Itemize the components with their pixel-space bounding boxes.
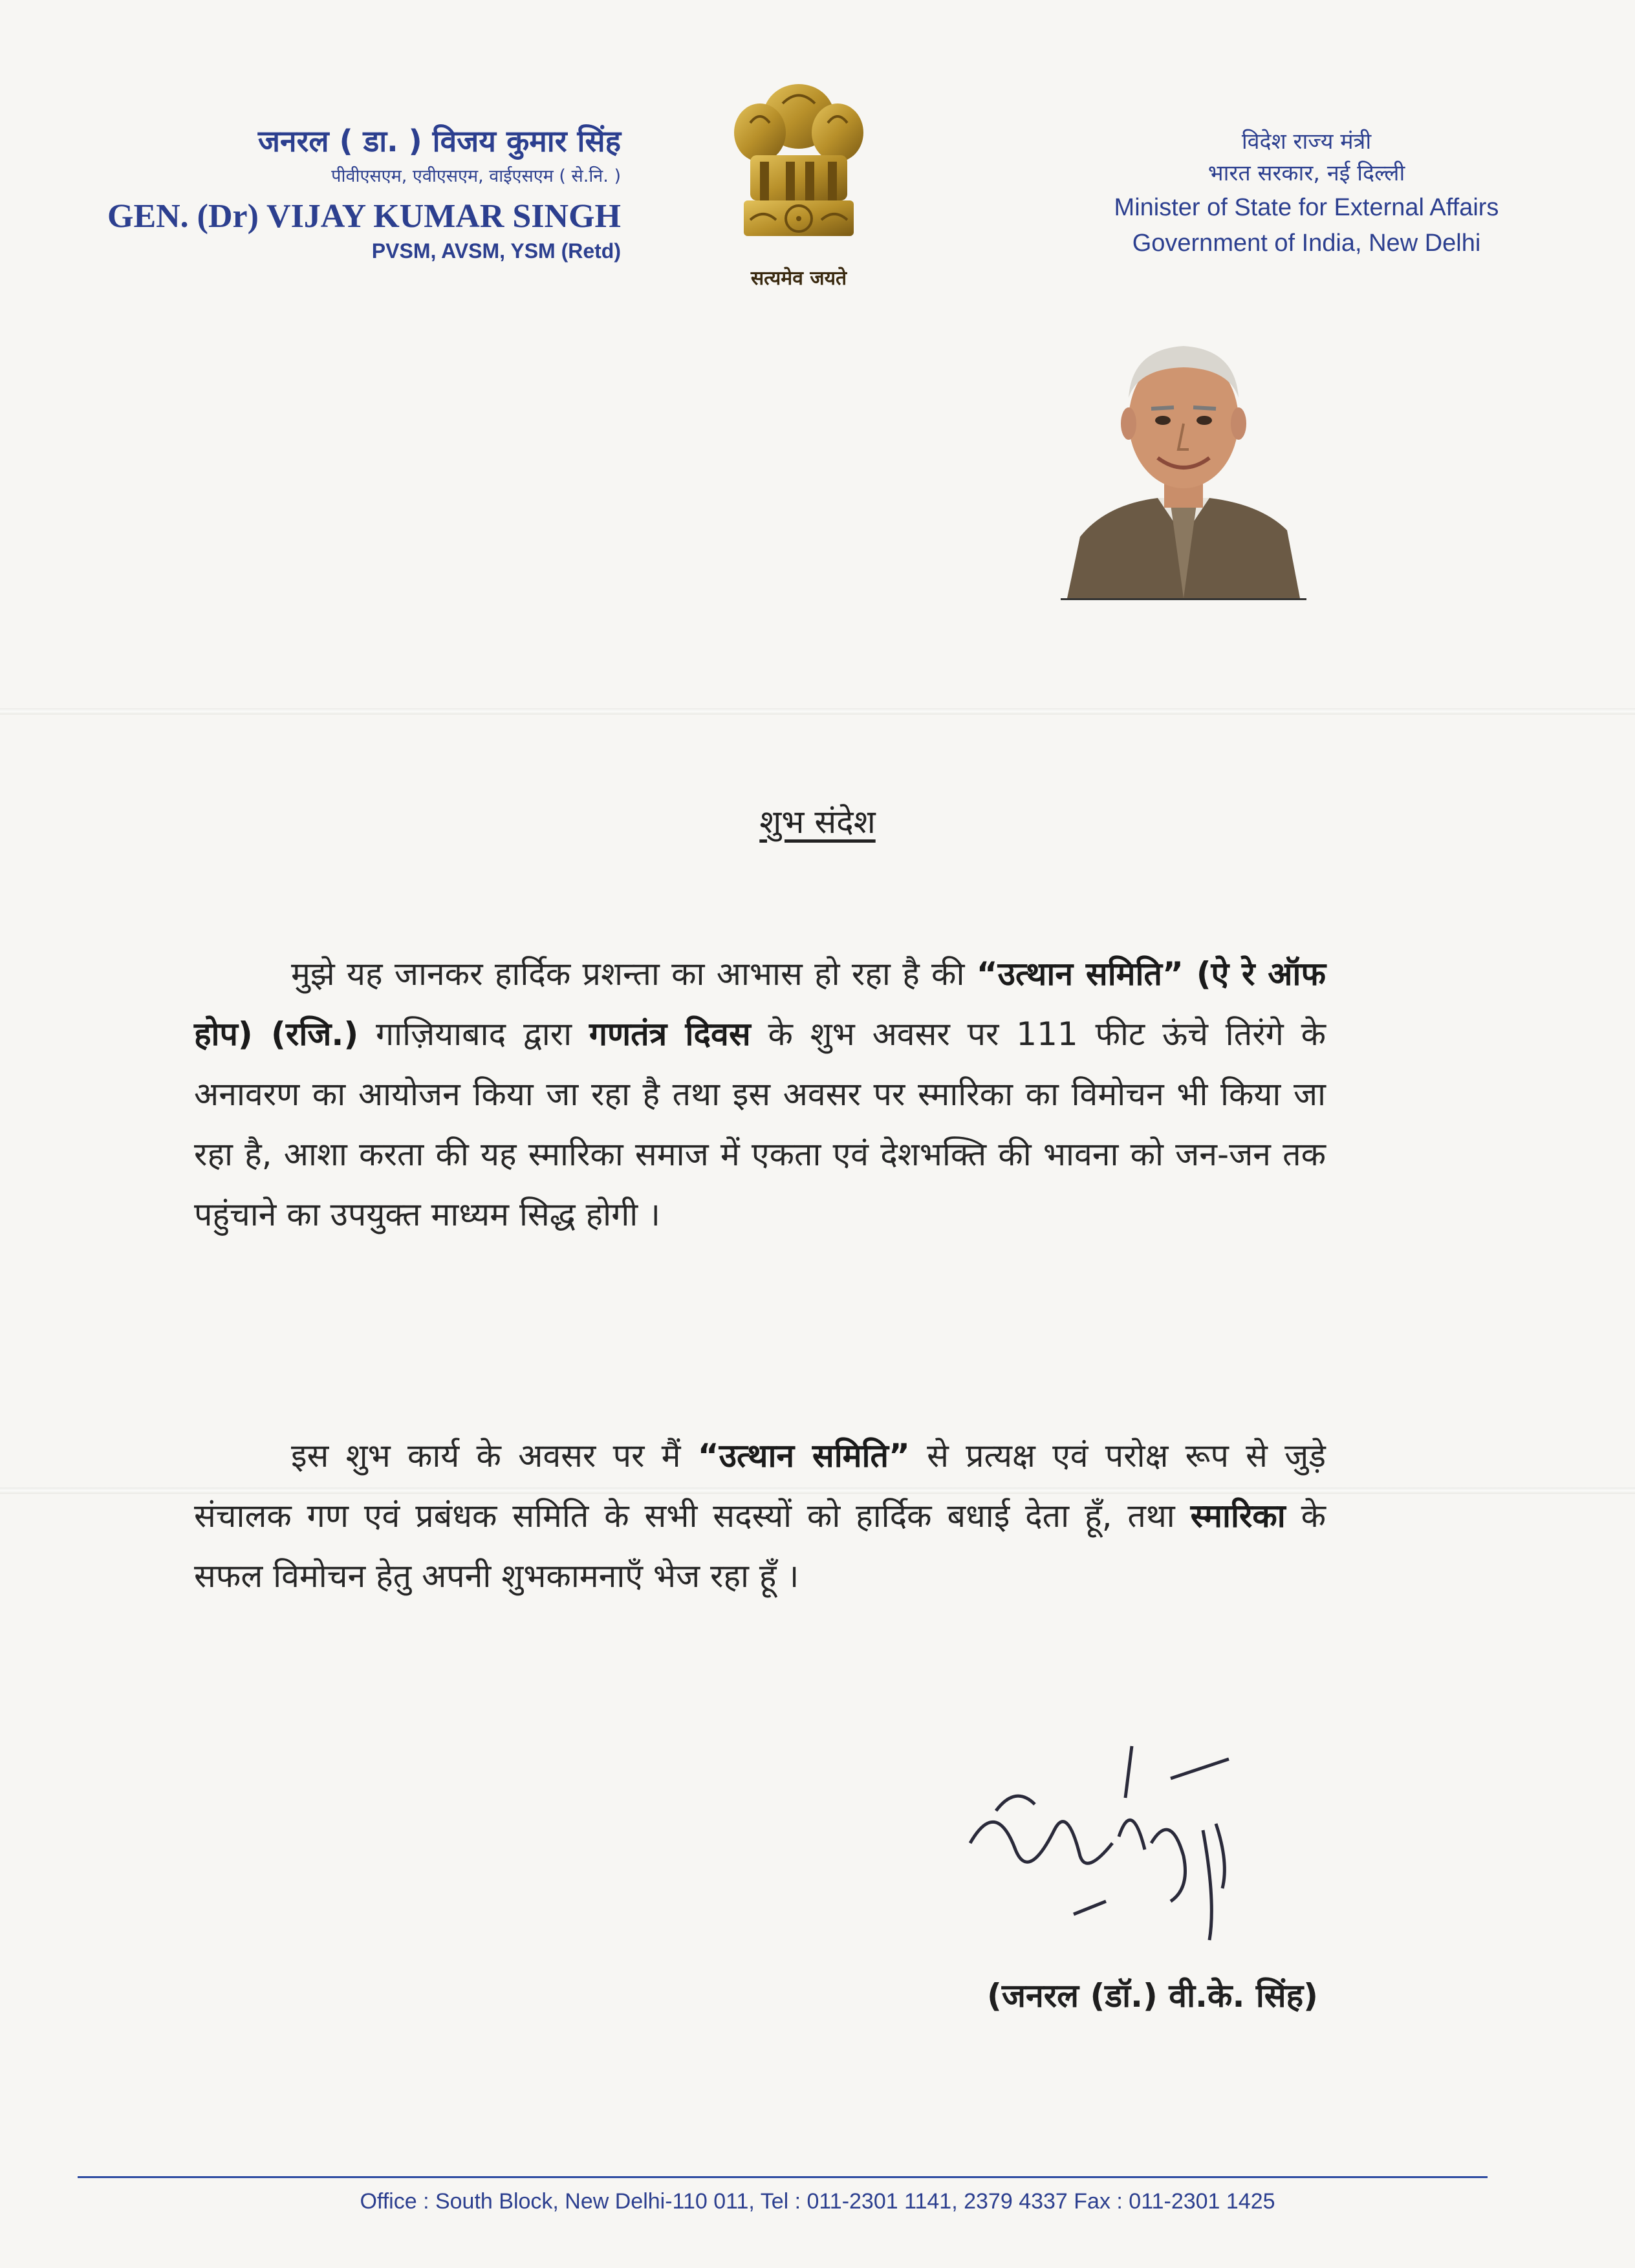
- national-emblem: [718, 71, 880, 304]
- portrait-photo: [1061, 323, 1306, 598]
- government-hindi: भारत सरकार, नई दिल्ली: [1207, 160, 1405, 187]
- name-hindi: जनरल ( डा. ) विजय कुमार सिंह: [257, 124, 621, 158]
- lion-capital-icon: [724, 71, 873, 265]
- designation-english: Minister of State for External Affairs: [1114, 193, 1499, 221]
- letterhead-right: [1048, 126, 1565, 261]
- paper-fold: [0, 708, 1635, 715]
- honours-english: PVSM, AVSM, YSM (Retd): [371, 239, 621, 263]
- footer-rule: [78, 2176, 1488, 2178]
- letter-title: शुभ संदेश: [759, 803, 876, 841]
- photo-underline: [1061, 598, 1306, 600]
- signatory-name: (जनरल (डॉ.) वी.के. सिंह): [987, 1977, 1318, 2014]
- body-paragraph-2: इस शुभ कार्य के अवसर पर मैं “उत्थान समिति” से प्रत्यक्ष एवं परोक्ष रूप से जुड़े संचालक गण एवं प्रबंधक समिति के सभी सदस्यों को हार्दिक बधाई देता हूँ, तथा स्मारिका के सफल विमोचन हेतु अपनी शुभकामनाएँ भेज रहा हूँ ।: [194, 1437, 1326, 1595]
- emblem-motto: सत्यमेव जयते: [750, 267, 847, 290]
- letterhead-left: [78, 123, 621, 263]
- body-paragraph-1: मुझे यह जानकर हार्दिक प्रशन्ता का आभास हो रहा है की “उत्थान समिति” (ऐ रे ऑफ होप) (रजि.) गाज़ियाबाद द्वारा गणतंत्र दिवस के शुभ अवसर पर 111 फीट ऊंचे तिरंगे के अनावरण का आयोजन किया जा रहा है तथा इस अवसर पर स्मारिका का विमोचन भी किया जा रहा है, आशा करता की यह स्मारिका समाज में एकता एवं देशभक्ति की भावना को जन-जन तक पहुंचाने का उपयुक्त माध्यम सिद्ध होगी ।: [194, 955, 1326, 1233]
- government-english: Government of India, New Delhi: [1132, 229, 1481, 257]
- handwritten-signature: [957, 1733, 1319, 1947]
- designation-hindi: विदेश राज्य मंत्री: [1241, 129, 1372, 155]
- honours-hindi: पीवीएसएम, एवीएसएम, वाईएसएम ( से.नि. ): [331, 166, 621, 186]
- footer-address: Office : South Block, New Delhi-110 011, Tel : 011-2301 1141, 2379 4337 Fax : 011-2301 1425: [360, 2189, 1275, 2214]
- name-english: GEN. (Dr) VIJAY KUMAR SINGH: [107, 197, 621, 235]
